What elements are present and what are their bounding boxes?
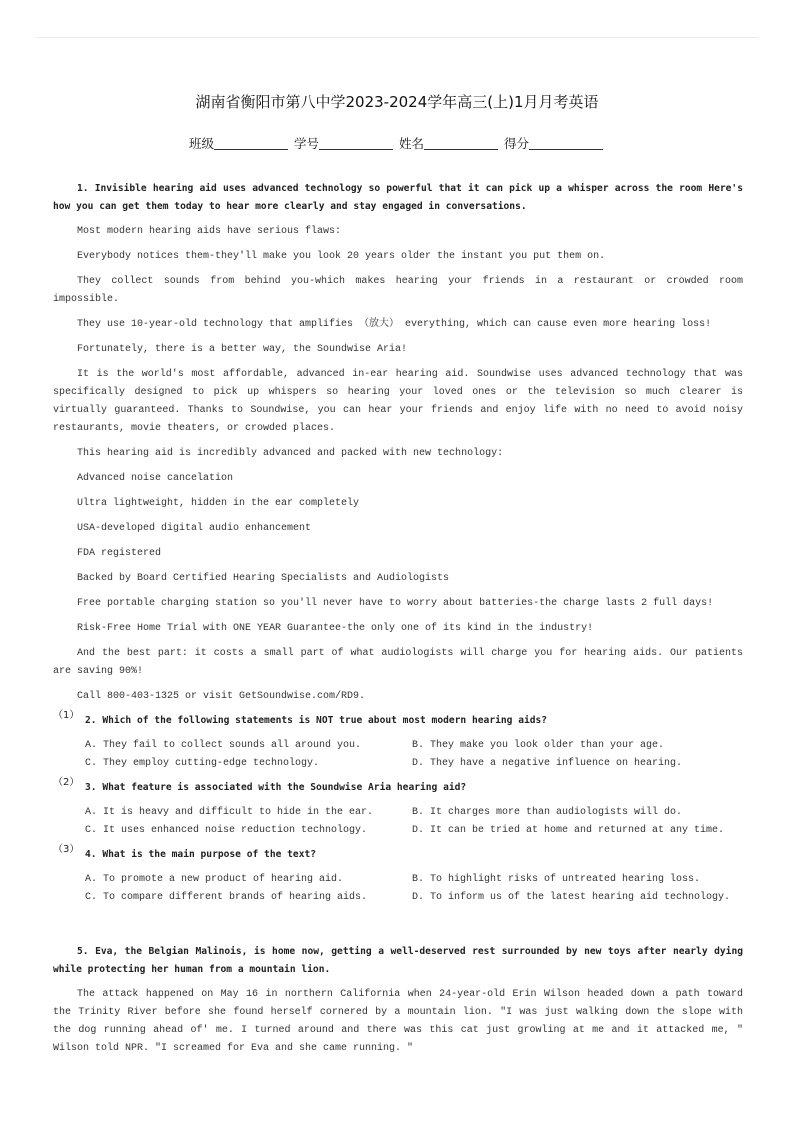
q1-feature-item: Backed by Board Certified Hearing Specialists and Audiologists xyxy=(77,573,450,584)
question-1-heading: 1. Invisible hearing aid uses advanced technology so powerful that it can pick up a whisper across the room Here's how you can get them today to hear more clearly and stay engaged in conversations. xyxy=(53,183,743,212)
question-5-heading: 5. Eva, the Belgian Malinois, is home now, getting a well-deserved rest surrounded by new toys after nearly dying while protecting her human from a mountain lion. xyxy=(53,946,743,975)
top-divider xyxy=(36,37,758,38)
sub-question-2 xyxy=(53,779,743,840)
exam-content xyxy=(53,180,743,1058)
option-b: B. It charges more than audiologists will do. xyxy=(412,807,683,818)
sub-question-number: （1） xyxy=(53,710,80,721)
option-c: C. They employ cutting-edge technology. xyxy=(85,758,320,769)
student-info-line xyxy=(0,134,794,152)
option-c: C. It uses enhanced noise reduction technology. xyxy=(85,825,368,836)
option-a: A. They fail to collect sounds all around you. xyxy=(85,740,362,751)
q1-feature-item: Free portable charging station so you'll never have to worry about batteries-the charge lasts 2 full days! xyxy=(77,598,714,609)
score-blank xyxy=(529,137,603,150)
q1-feature-item: FDA registered xyxy=(77,548,162,559)
name-label: 姓名 xyxy=(398,136,424,151)
sub-question-number: （3） xyxy=(53,844,80,855)
option-c: C. To compare different brands of hearing aids. xyxy=(85,892,368,903)
option-d: D. To inform us of the latest hearing aid technology. xyxy=(412,892,731,903)
option-b: B. To highlight risks of untreated hearing loss. xyxy=(412,874,701,885)
q5-paragraph: The attack happened on May 16 in northern California when 24-year-old Erin Wilson headed down a path toward the Trinity River before she found herself cornered by a mountain lion. "I was just walking down the slope with the dog running ahead of' me. I turned around and there was this cat just growling at me and it attacked me, " Wilson told NPR. "I screamed for Eva and she came running. " xyxy=(53,989,743,1054)
sub-question-3 xyxy=(53,846,743,907)
q1-paragraph: Everybody notices them-they'll make you look 20 years older the instant you put them on. xyxy=(77,251,606,262)
q1-paragraph: And the best part: it costs a small part of what audiologists will charge you for hearing aids. Our patients are saving 90%! xyxy=(53,648,743,677)
sub-question-number: （2） xyxy=(53,777,80,788)
page-title: 湖南省衡阳市第八中学2023-2024学年高三(上)1月月考英语 xyxy=(195,93,599,111)
q1-paragraph: This hearing aid is incredibly advanced and packed with new technology: xyxy=(77,448,504,459)
option-d: D. They have a negative influence on hearing. xyxy=(412,758,683,769)
q1-feature-item: Ultra lightweight, hidden in the ear completely xyxy=(77,498,360,509)
option-a: A. It is heavy and difficult to hide in the ear. xyxy=(85,807,374,818)
q1-paragraph: It is the world's most affordable, advanced in-ear hearing aid. Soundwise uses advanced technology that was specifically designed to pick up whispers so hearing your loved ones or the television so much clearer is virtually guaranteed. Thanks to Soundwise, you can hear your friends and enjoy life with no need to avoid noisy restaurants, movie theaters, or crowded places. xyxy=(53,369,743,434)
sub-question-stem: 3. What feature is associated with the Soundwise Aria hearing aid? xyxy=(85,782,467,793)
id-label: 学号 xyxy=(293,136,319,151)
q1-feature-item: Risk-Free Home Trial with ONE YEAR Guarantee-the only one of its kind in the industry! xyxy=(77,623,594,634)
option-grid xyxy=(85,737,743,773)
option-b: B. They make you look older than your age. xyxy=(412,740,665,751)
q1-paragraph: Call 800-403-1325 or visit GetSoundwise.com/RD9. xyxy=(77,691,366,702)
q1-paragraph: Most modern hearing aids have serious flaws: xyxy=(77,226,342,237)
sub-question-stem: 4. What is the main purpose of the text? xyxy=(85,849,317,860)
q1-feature-item: Advanced noise cancelation xyxy=(77,473,234,484)
sub-question-1 xyxy=(53,712,743,773)
class-label: 班级 xyxy=(188,136,214,151)
option-grid xyxy=(85,871,743,907)
option-a: A. To promote a new product of hearing aid. xyxy=(85,874,344,885)
q1-paragraph: They use 10-year-old technology that amplifies （放大） everything, which can cause even more hearing loss! xyxy=(77,319,712,330)
sub-question-stem: 2. Which of the following statements is NOT true about most modern hearing aids? xyxy=(85,715,548,726)
score-label: 得分 xyxy=(503,136,529,151)
q1-paragraph: Fortunately, there is a better way, the Soundwise Aria! xyxy=(77,344,408,355)
option-d: D. It can be tried at home and returned at any time. xyxy=(412,825,725,836)
option-grid xyxy=(85,804,743,840)
name-blank xyxy=(424,137,498,150)
id-blank xyxy=(319,137,393,150)
q1-feature-item: USA-developed digital audio enhancement xyxy=(77,523,312,534)
class-blank xyxy=(214,137,288,150)
q1-paragraph: They collect sounds from behind you-which makes hearing your friends in a restaurant or crowded room impossible. xyxy=(53,276,743,305)
